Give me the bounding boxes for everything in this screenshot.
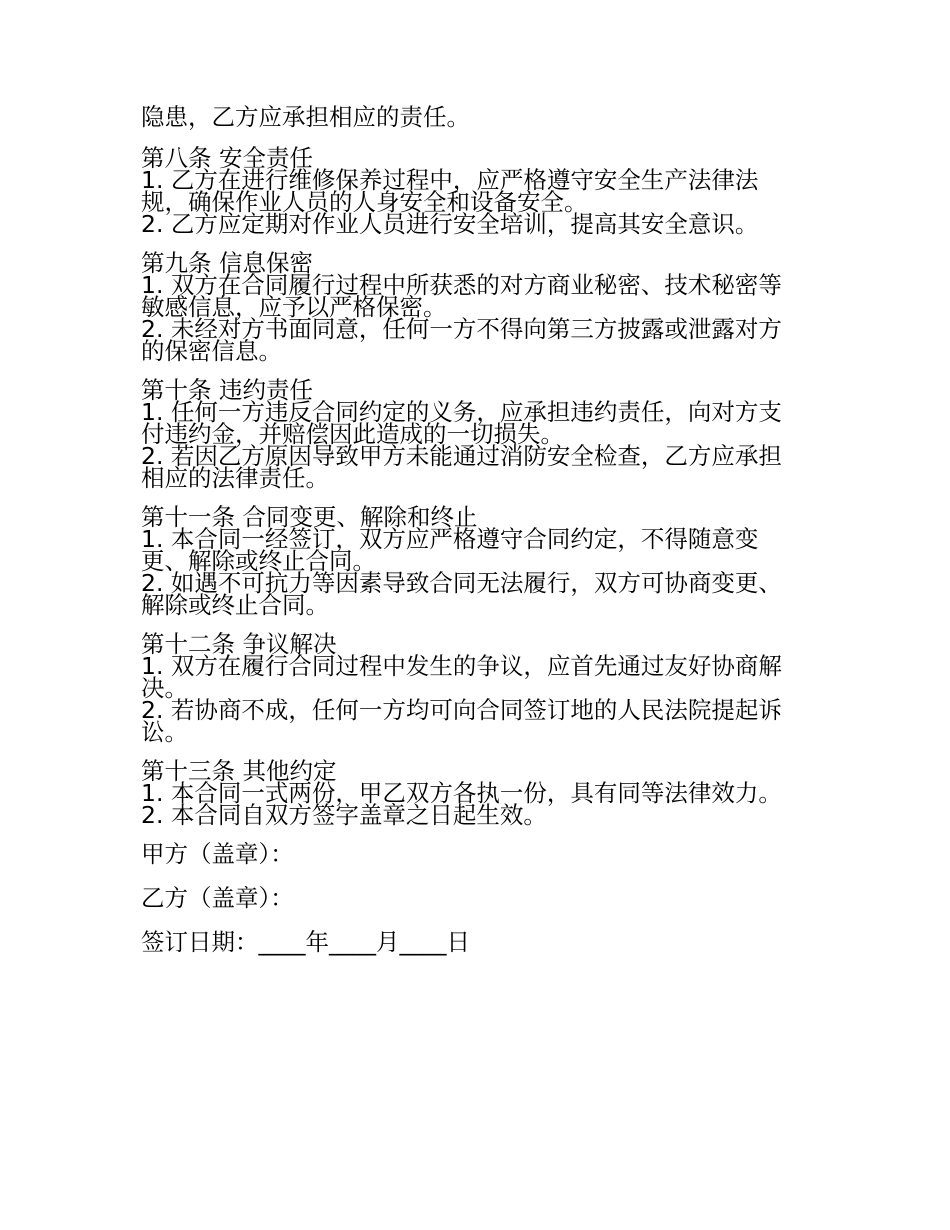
clause-item: 1. 本合同一式两份，甲乙双方各执一份，具有同等法律效力。 — [141, 779, 782, 807]
section-title: 第十一条 合同变更、解除和终止 — [141, 503, 478, 531]
section-title: 第十条 违约责任 — [141, 376, 313, 404]
party-b-seal-line: 乙方（盖章）： — [141, 884, 294, 912]
document-page — [141, 103, 801, 975]
section-title: 第九条 信息保密 — [141, 249, 313, 277]
signing-date-line: 签订日期：____年____月____日 — [141, 928, 470, 956]
section-article-13 — [141, 757, 801, 829]
lead-paragraph: 隐患，乙方应承担相应的责任。 — [141, 103, 470, 131]
clause-item: 2. 若因乙方原因导致甲方未能通过消防安全检查，乙方应承担相应的法律责任。 — [141, 442, 782, 492]
section-article-9 — [141, 249, 801, 365]
clause-item: 1. 双方在履行合同过程中发生的争议，应首先通过友好协商解决。 — [141, 652, 782, 702]
clause-item: 1. 双方在合同履行过程中所获悉的对方商业秘密、技术秘密等敏感信息，应予以严格保密。 — [141, 271, 782, 321]
section-article-11 — [141, 503, 801, 619]
section-article-10 — [141, 376, 801, 492]
clause-item: 2. 乙方应定期对作业人员进行安全培训，提高其安全意识。 — [141, 210, 759, 238]
section-title: 第十二条 争议解决 — [141, 630, 337, 658]
party-a-seal-line: 甲方（盖章）： — [141, 840, 294, 868]
clause-item: 1. 乙方在进行维修保养过程中，应严格遵守安全生产法律法规，确保作业人员的人身安全和设备安全。 — [141, 166, 759, 216]
clause-item: 2. 如遇不可抗力等因素导致合同无法履行，双方可协商变更、解除或终止合同。 — [141, 569, 782, 619]
section-title: 第八条 安全责任 — [141, 144, 313, 172]
section-article-8 — [141, 144, 801, 238]
section-article-12 — [141, 630, 801, 746]
section-title: 第十三条 其他约定 — [141, 757, 337, 785]
clause-item: 2. 若协商不成，任何一方均可向合同签订地的人民法院提起诉讼。 — [141, 696, 782, 746]
clause-item: 2. 未经对方书面同意，任何一方不得向第三方披露或泄露对方的保密信息。 — [141, 315, 782, 365]
clause-item: 2. 本合同自双方签字盖章之日起生效。 — [141, 801, 547, 829]
clause-item: 1. 本合同一经签订，双方应严格遵守合同约定，不得随意变更、解除或终止合同。 — [141, 525, 759, 575]
clause-item: 1. 任何一方违反合同约定的义务，应承担违约责任，向对方支付违约金，并赔偿因此造成的一切损失。 — [141, 398, 782, 448]
signature-block — [141, 840, 801, 975]
